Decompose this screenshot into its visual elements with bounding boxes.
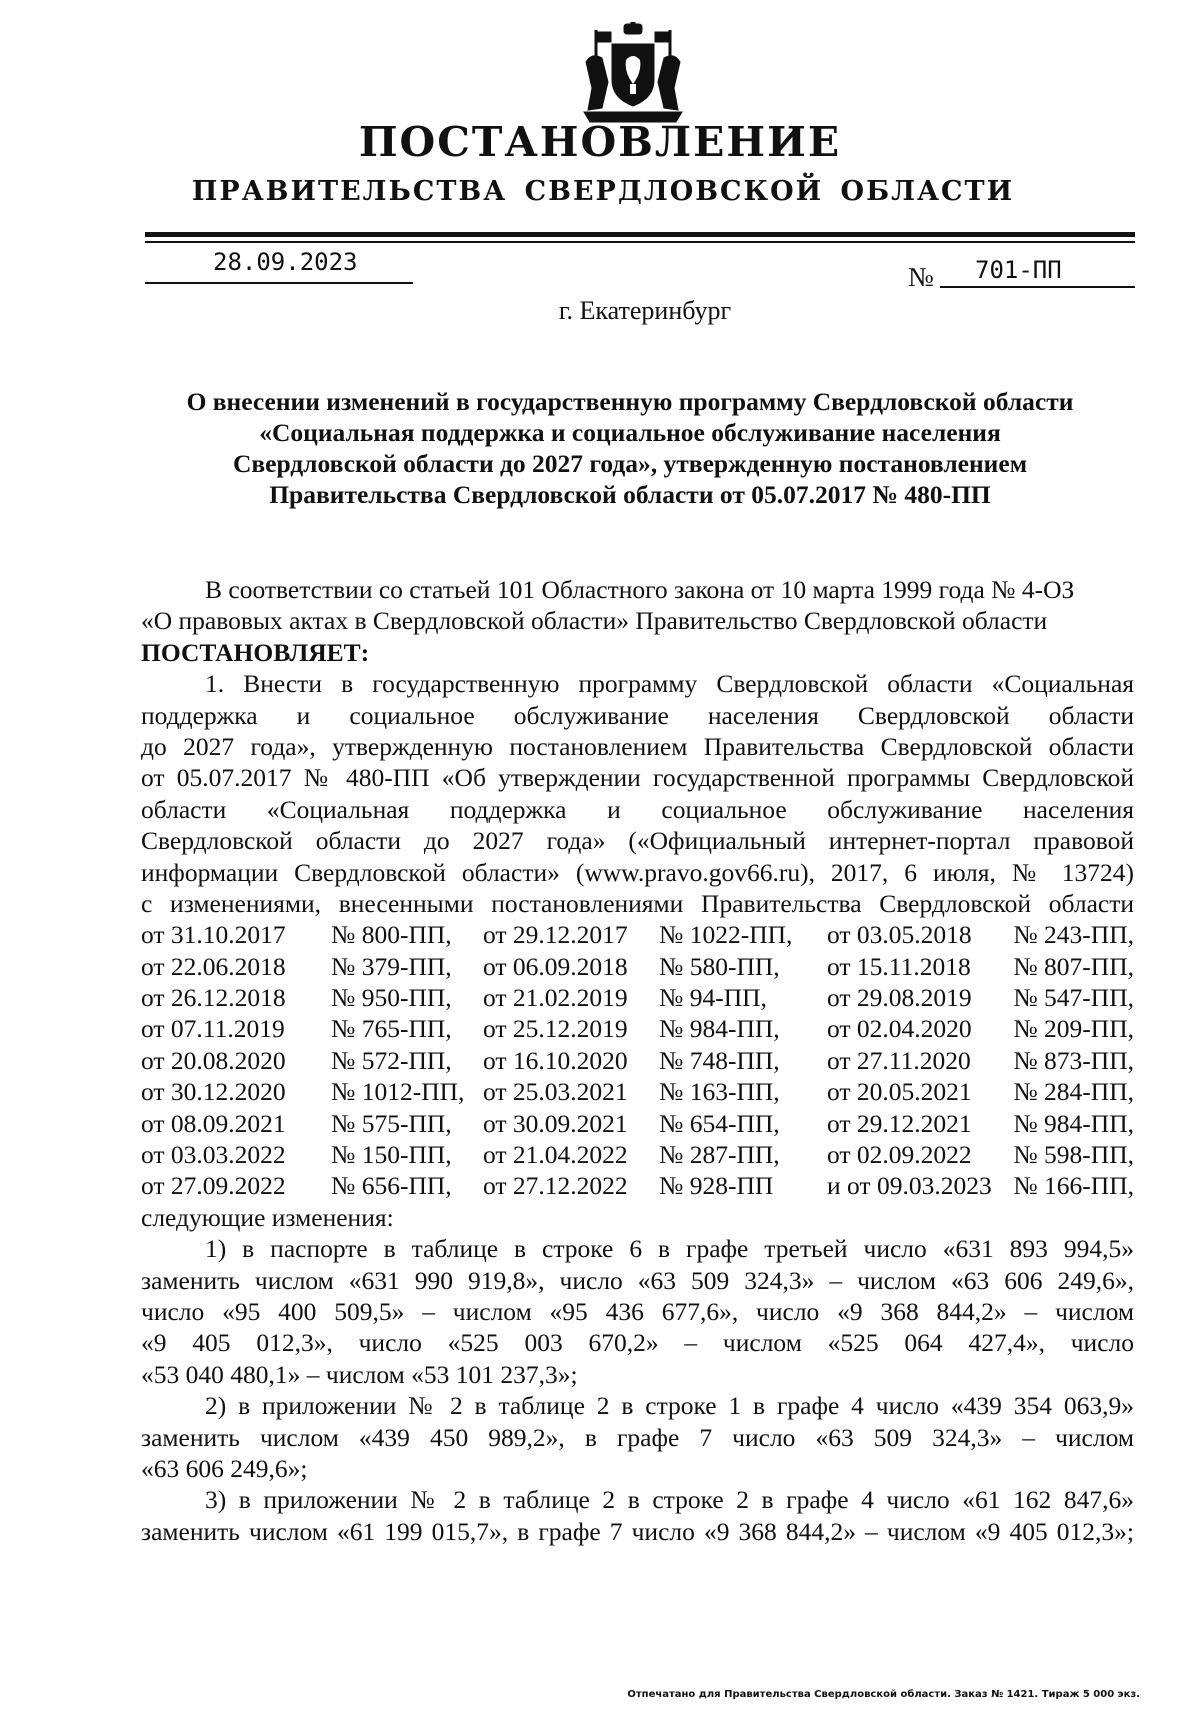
item1-line: информации Свердловской области» (www.pravo.gov66.ru), 2017, 6 июля, № 13724) (141, 857, 1134, 887)
item1-line: области «Социальная поддержка и социальное обслуживание населения (141, 794, 1134, 824)
item1-line: до 2027 года», утвержденную постановлением Правительства Свердловской области (141, 731, 1134, 761)
amendment-row (141, 1013, 1134, 1044)
header-divider-thick (145, 232, 1135, 237)
amendment-number: № 1022-ПП, (659, 920, 793, 950)
amendment-number: № 984-ПП, (1013, 1108, 1134, 1138)
amendment-date: от 29.08.2019 (827, 983, 972, 1013)
amendment-date: от 27.09.2022 (141, 1171, 286, 1201)
date-underline (145, 282, 413, 284)
amendment-number: № 984-ПП, (659, 1014, 780, 1044)
amendment-date: от 06.09.2018 (483, 951, 628, 981)
item1-line: Свердловской области до 2027 года» («Официальный интернет-портал правовой (141, 826, 1134, 856)
resolves-label: ПОСТАНОВЛЯЕТ: (141, 637, 370, 667)
amendment-date: от 02.09.2022 (827, 1140, 972, 1170)
subitem3-line: 3) в приложении № 2 в таблице 2 в строке 2 в графе 4 число «61 162 847,6» (205, 1485, 1134, 1515)
city: г. Екатеринбург (558, 296, 732, 325)
amendment-date: от 03.05.2018 (827, 920, 972, 950)
item1-line: поддержка и социальное обслуживание населения Свердловской области (141, 700, 1134, 730)
heading-line: Свердловской области до 2027 года», утвержденную постановлением (232, 449, 1028, 478)
coat-of-arms-emblem (578, 22, 688, 124)
preamble-line: «О правовых актах в Свердловской области» Правительство Свердловской области (141, 606, 1048, 636)
subitem2-line: «63 606 249,6»; (141, 1453, 308, 1483)
amendment-number: № 807-ПП, (1013, 951, 1134, 981)
amendment-row (141, 1108, 1134, 1139)
amendment-number: № 547-ПП, (1013, 983, 1134, 1013)
document-heading (140, 386, 1120, 510)
amendment-date: от 21.04.2022 (483, 1140, 628, 1170)
heading-line: «Социальная поддержка и социальное обслуживание населения (259, 418, 1001, 447)
amendment-date: от 20.08.2020 (141, 1045, 286, 1075)
amendment-date: от 20.05.2021 (827, 1077, 972, 1107)
item1-line: от 05.07.2017 № 480-ПП «Об утверждении государственной программы Свердловской (141, 763, 1134, 793)
document-number: 701-ПП (975, 256, 1062, 284)
number-underline (940, 286, 1135, 288)
amendment-number: № 800-ПП, (331, 920, 452, 950)
amendment-number: № 580-ПП, (659, 951, 780, 981)
amendment-number: № 656-ПП, (331, 1171, 452, 1201)
issuing-authority (0, 176, 1200, 207)
amendment-number: № 950-ПП, (331, 983, 452, 1013)
amendment-number: № 379-ПП, (331, 951, 452, 981)
amendment-date: от 30.09.2021 (483, 1108, 628, 1138)
header-divider-thin (145, 241, 1135, 243)
subitem2-line: заменить числом «439 450 989,2», в графе 7 число «63 509 324,3» – числом (141, 1422, 1134, 1452)
amendment-date: и от 09.03.2023 (827, 1171, 992, 1201)
amendment-number: № 928-ПП (659, 1171, 774, 1201)
amendment-number: № 575-ПП, (331, 1108, 452, 1138)
amendment-number: № 166-ПП, (1013, 1171, 1134, 1201)
amendment-date: от 22.06.2018 (141, 951, 286, 981)
amendment-number: № 765-ПП, (331, 1014, 452, 1044)
amendment-date: от 15.11.2018 (827, 951, 971, 981)
number-sign: № (908, 262, 934, 292)
amendment-row (141, 919, 1134, 950)
authority-word-3: ОБЛАСТИ (840, 176, 1015, 207)
subitem1-line: 1) в паспорте в таблице в строке 6 в графе третьей число «631 893 994,5» (205, 1234, 1134, 1264)
amendment-row (141, 1170, 1134, 1201)
amendment-date: от 21.02.2019 (483, 983, 628, 1013)
amendment-number: № 598-ПП, (1013, 1140, 1134, 1170)
document-body (141, 574, 1134, 1547)
subitem1-line: число «95 400 509,5» – числом «95 436 677,6», число «9 368 844,2» – числом (141, 1296, 1134, 1326)
amendment-date: от 16.10.2020 (483, 1045, 628, 1075)
heading-line: О внесении изменений в государственную программу Свердловской области (186, 387, 1074, 416)
amendment-row (141, 982, 1134, 1013)
amendment-date: от 26.12.2018 (141, 983, 286, 1013)
amendment-list (141, 919, 1134, 1202)
amendment-row (141, 1139, 1134, 1170)
amendment-date: от 31.10.2017 (141, 920, 286, 950)
authority-word-2: СВЕРДЛОВСКОЙ (524, 176, 824, 207)
amendment-date: от 30.12.2020 (141, 1077, 286, 1107)
amendment-date: от 27.11.2020 (827, 1045, 971, 1075)
amendment-date: от 27.12.2022 (483, 1171, 628, 1201)
amendment-number: № 284-ПП, (1013, 1077, 1134, 1107)
document-date: 28.09.2023 (213, 248, 358, 276)
amendment-number: № 572-ПП, (331, 1045, 452, 1075)
amendment-row (141, 1076, 1134, 1107)
amendment-date: от 25.03.2021 (483, 1077, 628, 1107)
amendment-date: от 02.04.2020 (827, 1014, 972, 1044)
amendment-date: от 08.09.2021 (141, 1108, 286, 1138)
amendment-date: от 29.12.2021 (827, 1108, 972, 1138)
amendment-row (141, 951, 1134, 982)
preamble-line: В соответствии со статьей 101 Областного закона от 10 марта 1999 года № 4-ОЗ (205, 575, 1075, 604)
subitem1-line: «53 040 480,1» – числом «53 101 237,3»; (141, 1359, 578, 1389)
amendment-row (141, 1045, 1134, 1076)
document-type-title: ПОСТАНОВЛЕНИЕ (358, 118, 842, 166)
subitem1-line: «9 405 012,3», число «525 003 670,2» – числом «525 064 427,4», число (141, 1328, 1134, 1358)
following-changes-label: следующие изменения: (141, 1202, 394, 1232)
amendment-date: от 25.12.2019 (483, 1014, 628, 1044)
authority-word-1: ПРАВИТЕЛЬСТВА (191, 176, 508, 207)
amendment-date: от 29.12.2017 (483, 920, 628, 950)
amendment-number: № 1012-ПП, (331, 1077, 465, 1107)
amendment-number: № 243-ПП, (1013, 920, 1134, 950)
amendment-number: № 163-ПП, (659, 1077, 780, 1107)
amendment-date: от 07.11.2019 (141, 1014, 285, 1044)
amendment-number: № 873-ПП, (1013, 1045, 1134, 1075)
subitem2-line: 2) в приложении № 2 в таблице 2 в строке 1 в графе 4 число «439 354 063,9» (205, 1391, 1134, 1421)
amendment-number: № 748-ПП, (659, 1045, 780, 1075)
amendment-date: от 03.03.2022 (141, 1140, 286, 1170)
item1-line: 1. Внести в государственную программу Свердловской области «Социальная (205, 669, 1134, 699)
subitem3-line: заменить числом «61 199 015,7», в графе 7 число «9 368 844,2» – числом «9 405 012,3»; (141, 1516, 1134, 1546)
item1-line: с изменениями, внесенными постановлениями Правительства Свердловской области (141, 888, 1134, 918)
amendment-number: № 654-ПП, (659, 1108, 780, 1138)
print-imprint: Отпечатано для Правительства Свердловской области. Заказ № 1421. Тираж 5 000 экз. (627, 1689, 1140, 1700)
amendment-number: № 287-ПП, (659, 1140, 780, 1170)
amendment-number: № 150-ПП, (331, 1140, 452, 1170)
amendment-number: № 94-ПП, (659, 983, 767, 1013)
subitem1-line: заменить числом «631 990 919,8», число «63 509 324,3» – числом «63 606 249,6», (141, 1265, 1134, 1295)
heading-line: Правительства Свердловской области от 05.07.2017 № 480-ПП (269, 480, 991, 509)
amendment-number: № 209-ПП, (1013, 1014, 1134, 1044)
